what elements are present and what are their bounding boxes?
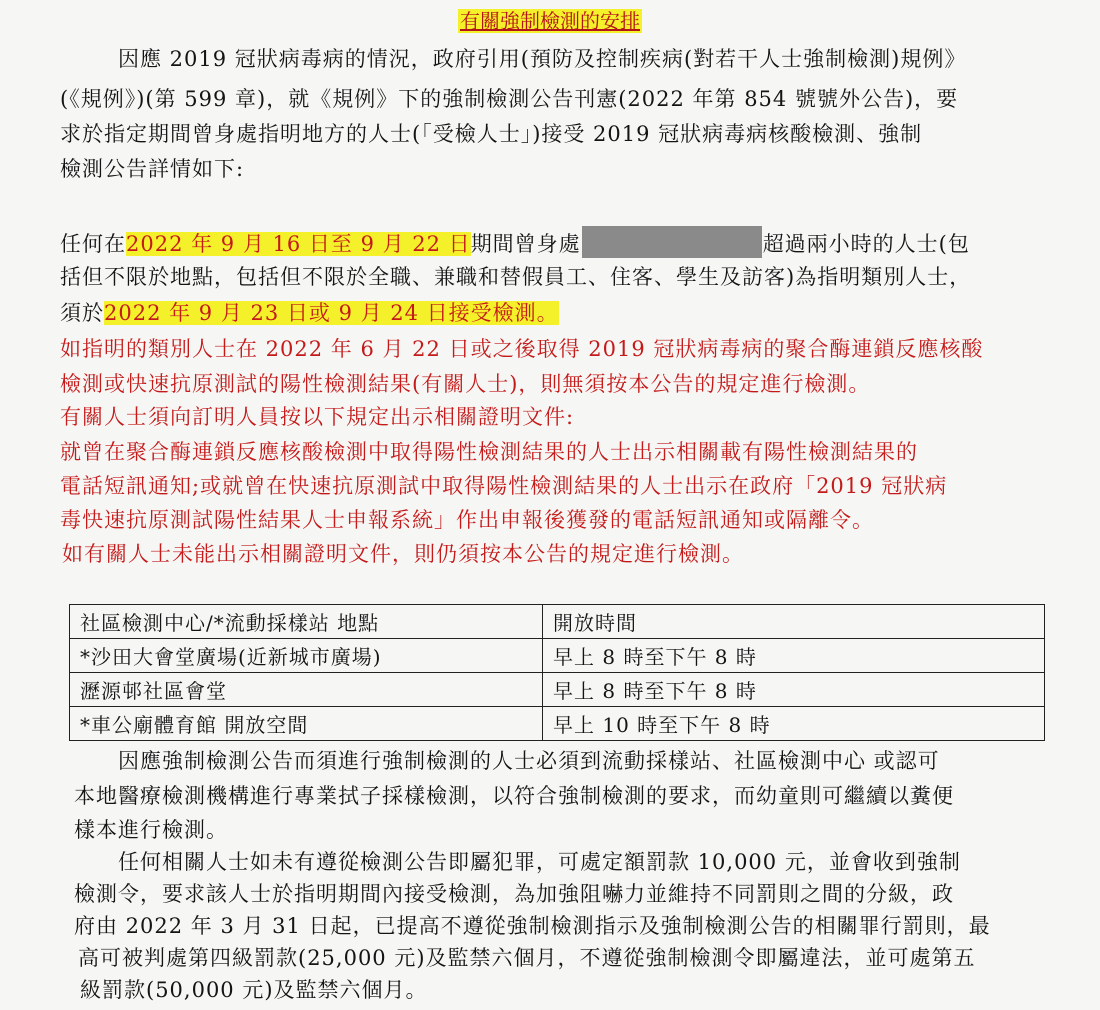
document-title xyxy=(0,6,1100,36)
notice-after-redaction: 超過兩小時的人士(包 xyxy=(762,232,970,256)
notice-prefix: 任何在 xyxy=(60,232,126,256)
closing-line-7: 高可被判處第四級罰款(25,000 元)及監禁六個月，不遵從強制檢測令即屬違法，並可處第五 xyxy=(78,946,976,970)
site-hours: 早上 8 時至下午 8 時 xyxy=(543,673,1045,707)
notice-line-1 xyxy=(60,226,970,259)
intro-line-2: (《規例》)(第 599 章)，就《規例》下的強制檢測公告刊憲(2022 年第 854 號號外公告)，要 xyxy=(60,87,959,111)
notice-line-3 xyxy=(60,298,559,328)
exemption-line-1: 如指明的類別人士在 2022 年 6 月 22 日或之後取得 2019 冠狀病毒病的聚合酶連鎖反應核酸 xyxy=(60,337,984,361)
intro-line-1: 因應 2019 冠狀病毒病的情況，政府引用(預防及控制疾病(對若干人士強制檢測)規例》 xyxy=(118,47,967,71)
table-header-row xyxy=(70,605,1045,639)
exemption-line-7: 如有關人士未能出示相關證明文件，則仍須按本公告的規定進行檢測。 xyxy=(62,542,744,566)
intro-line-4: 檢測公告詳情如下: xyxy=(60,157,245,181)
table-row xyxy=(70,673,1045,707)
site-location: *沙田大會堂廣場(近新城市廣場) xyxy=(70,639,543,673)
closing-line-2: 本地醫療檢測機構進行專業拭子採樣檢測，以符合強制檢測的要求，而幼童則可繼續以糞便 xyxy=(74,784,954,808)
table-row xyxy=(70,639,1045,673)
exemption-line-6: 毒快速抗原測試陽性結果人士申報系統」作出申報後獲發的電話短訊通知或隔離令。 xyxy=(60,508,874,532)
notice-line-2: 括但不限於地點，包括但不限於全職、兼職和替假員工、住客、學生及訪客)為指明類別人士， xyxy=(60,265,972,289)
closing-line-3: 樣本進行檢測。 xyxy=(74,818,228,842)
exemption-line-5: 電話短訊通知;或就曾在快速抗原測試中取得陽性檢測結果的人士出示在政府「2019 冠狀病 xyxy=(60,474,948,498)
title-text: 有關強制檢測的安排 xyxy=(460,9,640,33)
exemption-line-3: 有關人士須向訂明人員按以下規定出示相關證明文件: xyxy=(60,405,575,429)
site-location: 瀝源邨社區會堂 xyxy=(70,673,543,707)
site-hours: 早上 10 時至下午 8 時 xyxy=(543,707,1045,741)
highlighted-period: 2022 年 9 月 16 日至 9 月 22 日 xyxy=(126,232,471,256)
exemption-line-2: 檢測或快速抗原測試的陽性檢測結果(有關人士)，則無須按本公告的規定進行檢測。 xyxy=(60,372,871,396)
closing-line-4: 任何相關人士如未有遵從檢測公告即屬犯罪，可處定額罰款 10,000 元，並會收到強制 xyxy=(118,850,961,874)
header-location: 社區檢測中心/*流動採樣站 地點 xyxy=(70,605,543,639)
highlighted-test-dates: 2022 年 9 月 23 日或 9 月 24 日接受檢測。 xyxy=(104,301,559,325)
closing-line-1: 因應強制檢測公告而須進行強制檢測的人士必須到流動採樣站、社區檢測中心 或認可 xyxy=(118,749,940,773)
redacted-location xyxy=(582,226,762,258)
exemption-line-4: 就曾在聚合酶連鎖反應核酸檢測中取得陽性檢測結果的人士出示相關載有陽性檢測結果的 xyxy=(60,440,918,464)
table-row xyxy=(70,707,1045,741)
header-hours: 開放時間 xyxy=(543,605,1045,639)
intro-line-3: 求於指定期間曾身處指明地方的人士(「受檢人士」)接受 2019 冠狀病毒病核酸檢測、強制 xyxy=(60,122,923,146)
site-location: *車公廟體育館 開放空間 xyxy=(70,707,543,741)
closing-line-5: 檢測令，要求該人士於指明期間內接受檢測，為加強阻嚇力並維持不同罰則之間的分級，政 xyxy=(74,882,954,906)
testing-sites-table xyxy=(69,604,1045,741)
site-hours: 早上 8 時至下午 8 時 xyxy=(543,639,1045,673)
notice-after-period: 期間曾身處 xyxy=(470,232,581,256)
closing-line-8: 級罰款(50,000 元)及監禁六個月。 xyxy=(80,978,428,1002)
notice-line3-prefix: 須於 xyxy=(60,301,104,325)
closing-line-6: 府由 2022 年 3 月 31 日起，已提高不遵從強制檢測指示及強制檢測公告的相關罪行罰則，最 xyxy=(74,914,991,938)
